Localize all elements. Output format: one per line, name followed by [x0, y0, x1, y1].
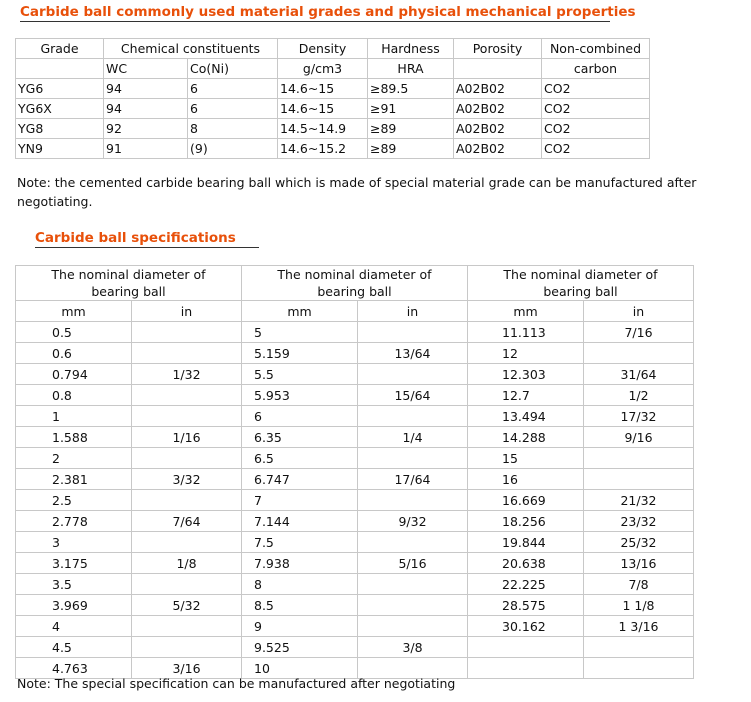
cell-in — [358, 532, 468, 553]
cell-grade: YG8 — [16, 119, 104, 139]
cell-mm: 10 — [242, 658, 358, 679]
cell-in: 15/64 — [358, 385, 468, 406]
table-row — [16, 532, 694, 553]
header-chemical: Chemical constituents — [104, 39, 278, 59]
cell-in: 5/16 — [358, 553, 468, 574]
cell-mm: 2.381 — [16, 469, 132, 490]
table-row — [16, 616, 694, 637]
cell-mm: 7.938 — [242, 553, 358, 574]
cell-mm: 7.5 — [242, 532, 358, 553]
header-in: in — [132, 301, 242, 322]
cell-mm: 1 — [16, 406, 132, 427]
table-row — [16, 637, 694, 658]
cell-hardness: ≥89 — [368, 119, 454, 139]
cell-in — [132, 637, 242, 658]
cell-in — [584, 448, 694, 469]
specifications-title: Carbide ball specifications — [35, 230, 259, 248]
table-row — [16, 448, 694, 469]
cell-mm: 0.6 — [16, 343, 132, 364]
cell-hardness: ≥91 — [368, 99, 454, 119]
header-density-unit: g/cm3 — [278, 59, 368, 79]
cell-in: 1/8 — [132, 553, 242, 574]
cell-mm: 20.638 — [468, 553, 584, 574]
cell-in — [358, 448, 468, 469]
cell-mm: 7.144 — [242, 511, 358, 532]
cell-wc: 94 — [104, 79, 188, 99]
cell-mm — [468, 637, 584, 658]
cell-mm: 30.162 — [468, 616, 584, 637]
cell-in — [132, 532, 242, 553]
cell-mm: 15 — [468, 448, 584, 469]
cell-wc: 92 — [104, 119, 188, 139]
cell-carbon: CO2 — [542, 79, 650, 99]
specification-note: Note: The special specification can be manufactured after negotiating — [17, 676, 456, 691]
cell-mm: 8.5 — [242, 595, 358, 616]
cell-in — [132, 385, 242, 406]
specifications-table — [15, 265, 694, 679]
cell-wc: 91 — [104, 139, 188, 159]
table-unit-row — [16, 301, 694, 322]
cell-mm: 6 — [242, 406, 358, 427]
cell-density: 14.6~15 — [278, 99, 368, 119]
material-grades-title: Carbide ball commonly used material grades and physical mechanical properties — [20, 4, 636, 20]
cell-in: 3/8 — [358, 637, 468, 658]
cell-mm: 8 — [242, 574, 358, 595]
header-in: in — [358, 301, 468, 322]
cell-in — [132, 490, 242, 511]
cell-mm: 5.159 — [242, 343, 358, 364]
cell-hardness: ≥89 — [368, 139, 454, 159]
table-row — [16, 574, 694, 595]
cell-mm: 7 — [242, 490, 358, 511]
cell-in — [132, 343, 242, 364]
cell-mm: 9 — [242, 616, 358, 637]
table-subheader-row — [16, 59, 650, 79]
cell-in — [358, 574, 468, 595]
cell-in: 1 1/8 — [584, 595, 694, 616]
cell-in — [584, 343, 694, 364]
header-porosity: Porosity — [454, 39, 542, 59]
table-row — [16, 119, 650, 139]
header-wc: WC — [104, 59, 188, 79]
cell-mm: 5 — [242, 322, 358, 343]
table-header-row — [16, 266, 694, 301]
cell-in: 3/32 — [132, 469, 242, 490]
cell-in: 13/64 — [358, 343, 468, 364]
cell-in: 25/32 — [584, 532, 694, 553]
cell-mm: 12 — [468, 343, 584, 364]
header-nominal-diameter-2: The nominal diameter of bearing ball — [242, 266, 468, 301]
header-mm: mm — [16, 301, 132, 322]
cell-mm: 4.763 — [16, 658, 132, 679]
header-noncombined: Non-combined — [542, 39, 650, 59]
cell-carbon: CO2 — [542, 99, 650, 119]
cell-grade: YN9 — [16, 139, 104, 159]
cell-mm: 0.794 — [16, 364, 132, 385]
cell-in: 3/16 — [132, 658, 242, 679]
cell-in — [584, 658, 694, 679]
cell-mm: 6.5 — [242, 448, 358, 469]
cell-mm: 13.494 — [468, 406, 584, 427]
header-hardness-unit: HRA — [368, 59, 454, 79]
cell-porosity: A02B02 — [454, 119, 542, 139]
table-row — [16, 99, 650, 119]
cell-in: 1/4 — [358, 427, 468, 448]
cell-in: 1/16 — [132, 427, 242, 448]
header-co: Co(Ni) — [188, 59, 278, 79]
cell-in: 7/64 — [132, 511, 242, 532]
material-grades-table — [15, 38, 650, 159]
cell-mm: 4.5 — [16, 637, 132, 658]
cell-mm: 3.969 — [16, 595, 132, 616]
cell-in — [132, 574, 242, 595]
cell-mm: 28.575 — [468, 595, 584, 616]
cell-in — [358, 322, 468, 343]
material-note: Note: the cemented carbide bearing ball which is made of special material grade can be manufactured after negotiating. — [17, 175, 697, 209]
header-hardness: Hardness — [368, 39, 454, 59]
cell-in — [132, 322, 242, 343]
cell-in: 1/32 — [132, 364, 242, 385]
cell-in: 1 3/16 — [584, 616, 694, 637]
table-row — [16, 322, 694, 343]
cell-mm: 0.5 — [16, 322, 132, 343]
cell-in — [358, 616, 468, 637]
table-row — [16, 364, 694, 385]
header-nominal-diameter-3: The nominal diameter of bearing ball — [468, 266, 694, 301]
cell-co: 6 — [188, 99, 278, 119]
cell-in — [358, 595, 468, 616]
cell-mm: 0.8 — [16, 385, 132, 406]
cell-in: 17/64 — [358, 469, 468, 490]
cell-density: 14.6~15 — [278, 79, 368, 99]
header-grade: Grade — [16, 39, 104, 59]
cell-in: 23/32 — [584, 511, 694, 532]
cell-in: 21/32 — [584, 490, 694, 511]
cell-mm: 12.303 — [468, 364, 584, 385]
cell-in: 7/16 — [584, 322, 694, 343]
cell-mm: 2 — [16, 448, 132, 469]
cell-in — [132, 616, 242, 637]
cell-in — [358, 406, 468, 427]
table-row — [16, 427, 694, 448]
cell-grade: YG6X — [16, 99, 104, 119]
table-row — [16, 343, 694, 364]
cell-carbon: CO2 — [542, 119, 650, 139]
cell-mm: 5.953 — [242, 385, 358, 406]
table-row — [16, 385, 694, 406]
cell-co: (9) — [188, 139, 278, 159]
cell-mm: 6.747 — [242, 469, 358, 490]
cell-hardness: ≥89.5 — [368, 79, 454, 99]
cell-in: 7/8 — [584, 574, 694, 595]
cell-in: 9/16 — [584, 427, 694, 448]
table-row — [16, 406, 694, 427]
cell-mm: 2.778 — [16, 511, 132, 532]
cell-in — [358, 364, 468, 385]
cell-co: 6 — [188, 79, 278, 99]
cell-porosity: A02B02 — [454, 139, 542, 159]
table-row — [16, 595, 694, 616]
cell-mm: 9.525 — [242, 637, 358, 658]
cell-density: 14.6~15.2 — [278, 139, 368, 159]
cell-in — [358, 490, 468, 511]
table-row — [16, 469, 694, 490]
header-density: Density — [278, 39, 368, 59]
cell-density: 14.5~14.9 — [278, 119, 368, 139]
cell-co: 8 — [188, 119, 278, 139]
table-row — [16, 490, 694, 511]
header-in: in — [584, 301, 694, 322]
header-nominal-diameter-1: The nominal diameter of bearing ball — [16, 266, 242, 301]
cell-mm: 16.669 — [468, 490, 584, 511]
cell-mm — [468, 658, 584, 679]
table-row — [16, 553, 694, 574]
cell-in: 13/16 — [584, 553, 694, 574]
cell-mm: 5.5 — [242, 364, 358, 385]
cell-porosity: A02B02 — [454, 99, 542, 119]
cell-mm: 3.5 — [16, 574, 132, 595]
cell-mm: 12.7 — [468, 385, 584, 406]
header-mm: mm — [468, 301, 584, 322]
cell-mm: 6.35 — [242, 427, 358, 448]
cell-mm: 14.288 — [468, 427, 584, 448]
table-row — [16, 139, 650, 159]
cell-porosity: A02B02 — [454, 79, 542, 99]
blank-cell — [454, 59, 542, 79]
cell-mm: 11.113 — [468, 322, 584, 343]
cell-mm: 3.175 — [16, 553, 132, 574]
cell-in: 17/32 — [584, 406, 694, 427]
cell-in — [132, 448, 242, 469]
cell-in — [132, 406, 242, 427]
cell-mm: 19.844 — [468, 532, 584, 553]
cell-wc: 94 — [104, 99, 188, 119]
cell-in — [584, 469, 694, 490]
cell-in: 31/64 — [584, 364, 694, 385]
cell-in — [584, 637, 694, 658]
header-mm: mm — [242, 301, 358, 322]
header-noncombined-carbon: carbon — [542, 59, 650, 79]
table-row — [16, 511, 694, 532]
cell-in: 1/2 — [584, 385, 694, 406]
table-header-row — [16, 39, 650, 59]
cell-in: 5/32 — [132, 595, 242, 616]
cell-mm: 1.588 — [16, 427, 132, 448]
cell-in: 9/32 — [358, 511, 468, 532]
blank-cell — [16, 59, 104, 79]
cell-grade: YG6 — [16, 79, 104, 99]
cell-carbon: CO2 — [542, 139, 650, 159]
cell-mm: 3 — [16, 532, 132, 553]
cell-mm: 18.256 — [468, 511, 584, 532]
cell-mm: 16 — [468, 469, 584, 490]
cell-mm: 4 — [16, 616, 132, 637]
table-row — [16, 79, 650, 99]
cell-mm: 2.5 — [16, 490, 132, 511]
cell-mm: 22.225 — [468, 574, 584, 595]
